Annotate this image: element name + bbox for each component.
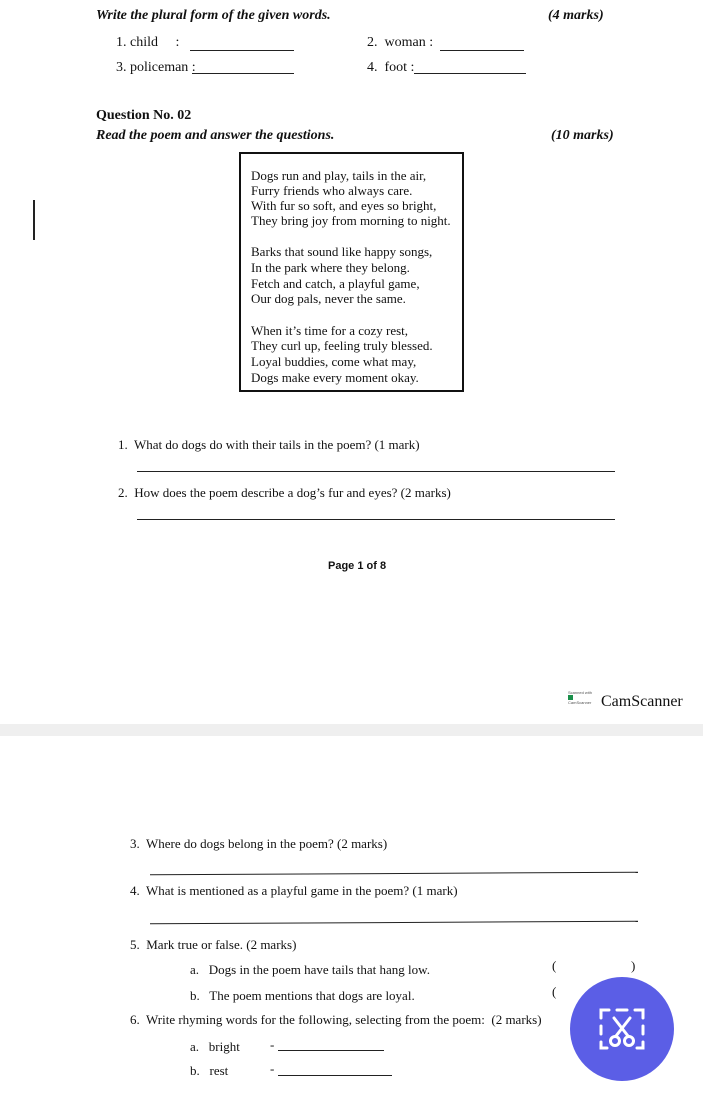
- poem-line: They curl up, feeling truly blessed.: [251, 338, 433, 353]
- plural-marks: (4 marks): [548, 8, 604, 23]
- question-2: 2. How does the poem describe a dog’s fur and eyes? (2 marks): [118, 485, 451, 500]
- answer-line-rhyme-b[interactable]: [278, 1075, 392, 1076]
- poem-line: They bring joy from morning to night.: [251, 213, 451, 228]
- poem-line: With fur so soft, and eyes so bright,: [251, 198, 437, 213]
- poem-line: Furry friends who always care.: [251, 183, 413, 198]
- answer-line-4[interactable]: [414, 73, 526, 74]
- true-false-b: b. The poem mentions that dogs are loyal.: [190, 988, 415, 1003]
- plural-item-1: 1. child :: [116, 35, 180, 50]
- plural-heading: Write the plural form of the given words.: [96, 8, 331, 23]
- poem-line: In the park where they belong.: [251, 260, 410, 275]
- question-4: 4. What is mentioned as a playful game in the poem? (1 mark): [130, 883, 458, 898]
- poem-line: Dogs run and play, tails in the air,: [251, 168, 427, 183]
- page-separator: [0, 724, 703, 736]
- answer-line-q1[interactable]: [137, 471, 615, 472]
- poem-instruction: Read the poem and answer the questions.: [96, 128, 335, 143]
- plural-item-4: 4. foot :: [367, 60, 415, 75]
- poem-line: Loyal buddies, come what may,: [251, 354, 417, 369]
- poem-line: Fetch and catch, a playful game,: [251, 276, 420, 291]
- answer-line-3[interactable]: [192, 73, 294, 74]
- plural-item-2: 2. woman :: [367, 35, 434, 50]
- poem-line: Our dog pals, never the same.: [251, 291, 406, 306]
- rhyme-a: a. bright: [190, 1039, 240, 1054]
- answer-line-rhyme-a[interactable]: [278, 1050, 384, 1051]
- answer-line-q3[interactable]: [150, 872, 638, 876]
- page-number: Page 1 of 8: [328, 560, 387, 572]
- answer-line-q4[interactable]: [150, 921, 638, 925]
- camscanner-small-text: Scanned with: [568, 690, 593, 695]
- camscanner-badge: [568, 690, 596, 712]
- rhyme-b: b. rest: [190, 1063, 229, 1078]
- question-3: 3. Where do dogs belong in the poem? (2 marks): [130, 836, 388, 851]
- answer-line-2[interactable]: [440, 50, 524, 51]
- margin-mark: [33, 200, 35, 240]
- poem-line: When it’s time for a cozy rest,: [251, 323, 409, 338]
- paren-open-b[interactable]: (: [552, 984, 557, 999]
- answer-line-1[interactable]: [190, 50, 294, 51]
- poem-line: Barks that sound like happy songs,: [251, 244, 433, 259]
- rhyme-dash-a: -: [270, 1037, 275, 1052]
- camscanner-small-brand: CamScanner: [568, 700, 592, 706]
- paren-open-a[interactable]: (: [552, 958, 557, 973]
- question-6: 6. Write rhyming words for the following, selecting from the poem: (2 marks): [130, 1012, 542, 1027]
- paren-close-a[interactable]: ): [631, 958, 636, 973]
- scissors-crop-icon: [597, 1004, 647, 1054]
- question-1: 1. What do dogs do with their tails in the poem? (1 mark): [118, 437, 420, 452]
- poem-marks: (10 marks): [551, 128, 614, 143]
- poem-line: Dogs make every moment okay.: [251, 370, 419, 385]
- plural-item-3: 3. policeman :: [116, 60, 196, 75]
- crop-scissors-button[interactable]: [570, 977, 674, 1081]
- true-false-a: a. Dogs in the poem have tails that hang low.: [190, 962, 430, 977]
- answer-line-q2[interactable]: [137, 519, 615, 520]
- poem-box: [239, 152, 464, 392]
- rhyme-dash-b: -: [270, 1061, 275, 1076]
- camscanner-brand: CamScanner: [601, 693, 683, 710]
- question-5: 5. Mark true or false. (2 marks): [130, 937, 297, 952]
- question-2-title: Question No. 02: [96, 108, 192, 123]
